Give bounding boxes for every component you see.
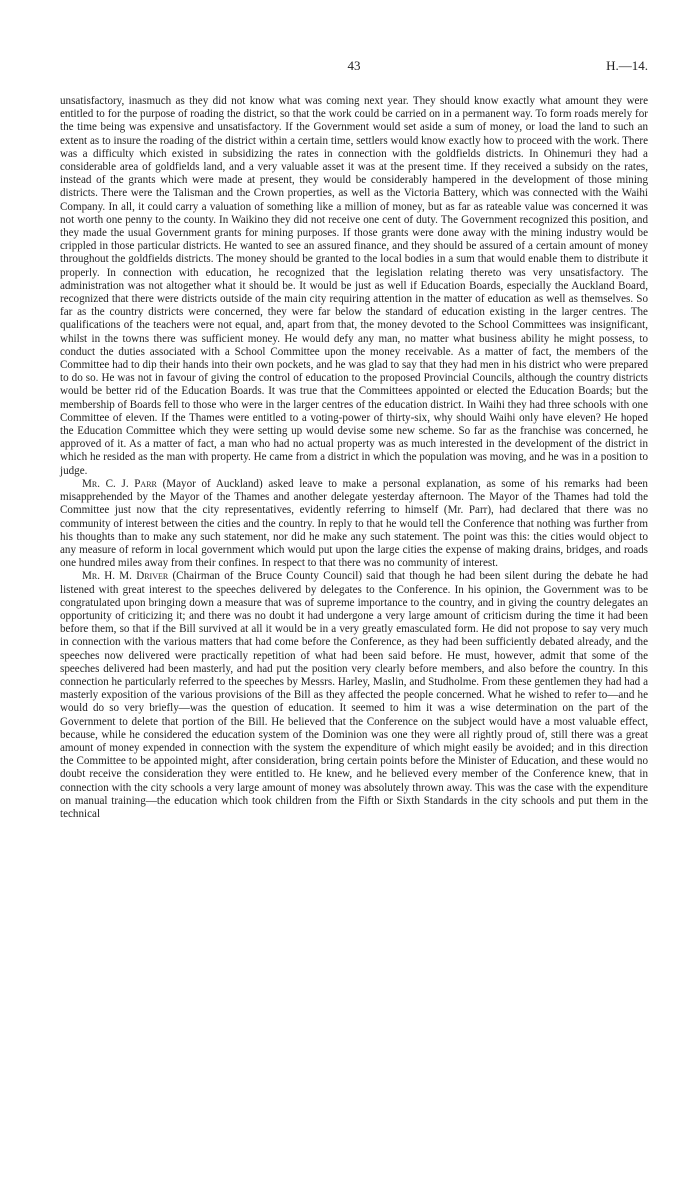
paragraph-text: (Mayor of Auckland) asked leave to make a personal explanation, as some of his remarks had been misapprehended by the Mayor of the Thames and another delegate yesterday afternoon. The Mayor of the Thames had told the Committee just now that the city representatives, evidently referring to himself (Mr. Parr), had declared that there was no community of interest between the cities and the country. In reply to that he would tell the Conference that nothing was further from his thoughts than to make any such statement, nor did he make any such statement. The point was this: the cities would object to any measure of reform in local government which would put upon the large cities the expense of making drains, bridges, and roads one hundred miles away from their confines. In respect to that there was no community of interest. <box>60 477 648 570</box>
paragraph <box>60 478 648 570</box>
speaker-name: Mr. C. J. Parr <box>82 477 157 490</box>
paragraph-text: unsatisfactory, inasmuch as they did not know what was coming next year. They should know exactly what amount they were entitled to for the purpose of roading the district, so that the work could be carried on in a permanent way. To form roads merely for the time being was expensive and unsatisfactory. If the Government would set aside a sum of money, or load the land to such an extent as to insure the roading of the district within a certain time, settlers would know exactly how to proceed with the work. There was a difficulty which existed in subsidizing the rates in connection with the goldfields districts. In Ohinemuri they had a considerable area of goldfields land, and a very valuable asset it was at the present time. If they received a subsidy on the rates, instead of the grants which were made at present, they would be considerably hampered in the development of those mining districts. There were the Talisman and the Crown properties, as well as the Victoria Battery, which was connected with the Waihi Company. In all, it could carry a valuation of something like a million of money, but as far as rateable value was concerned it was not worth one penny to the county. In Waikino they did not receive one cent of duty. The Government recognized this position, and they made the usual Government grants for mining purposes. If those grants were done away with the mining industry would be crippled in those particular districts. He wanted to see an assured finance, and they should be assured of a certain amount of money throughout the goldfields districts. The money should be granted to the local bodies in a sum that would enable them to distribute it properly. In connection with education, he recognized that the legislation relating thereto was very unsatisfactory. The administration was not altogether what it should be. It would be just as well if Education Boards, especially the Auckland Board, recognized that there were districts outside of the main city requiring attention in the matter of education as well as themselves. So far as the country districts were concerned, they were far below the standard of education existing in the larger centres. The qualifications of the teachers were not equal, and, apart from that, the money devoted to the School Committees was insignificant, whilst in the towns there was sufficient money. He would defy any man, no matter what business ability he might possess, to conduct the duties associated with a School Committee upon the money receivable. As a matter of fact, the members of the Committee had to dip their hands into their own pockets, and he was glad to say that they had men in his district who were prepared to do so. He was not in favour of giving the control of education to the proposed Provincial Councils, although the country districts would be better rid of the Education Boards. It was true that the Committees appointed or elected the Education Boards; but the membership of Boards fell to those who were in the larger centres of the education district. In Waihi they had three schools with one Committee of eleven. If the Thames were entitled to a voting-power of thirty-six, why should Waihi only have eleven? He hoped the Education Committee which they were setting up would devise some new scheme. So far as the franchise was concerned, he approved of it. As a matter of fact, a man who had no actual property was as much interested in the development of the district in which he resided as the man with property. He came from a district in which the population was moving, and he was in a position to judge. <box>60 95 648 477</box>
paragraph <box>60 95 648 478</box>
paragraph <box>60 570 648 821</box>
paragraph-text: (Chairman of the Bruce County Council) said that though he had been silent during the debate he had listened with great interest to the speeches delivered by delegates to the Conference. In his opinion, the Government was to be congratulated upon bringing down a measure that was of supreme importance to the country, and in giving the country delegates an opportunity of criticizing it; and there was no doubt it had undergone a very large amount of criticism during the time it had been before them, so that if the Bill survived at all it would be in a very greatly emasculated form. He did not propose to say very much in connection with the various matters that had come before the Conference, as they had been sufficiently debated already, and the speeches now delivered were practically repetition of what had been said before. He must, however, admit that some of the speeches delivered had been masterly, and had put the position very clearly before members, and also before the country. In this connection he particularly referred to the speeches by Messrs. Harley, Maslin, and Studholme. From these gentlemen they had had a masterly exposition of the various provisions of the Bill as they affected the people concerned. What he wished to refer to—and he would do so very briefly—was the question of education. It seemed to him it was a wise determination on the part of the Government to delete that portion of the Bill. He believed that the Conference on the subject would have a most valuable effect, because, while he considered the education system of the Dominion was one they were all rightly proud of, still there was a great amount of money expended in connection with the system the expenditure of which might easily be avoided; and in this direction the Committee to be appointed might, after consideration, bring certain points before the Minister of Education, and these would no doubt receive the consideration they were entitled to. He knew, and he believed every member of the Conference knew, that in connection with the city schools a very large amount of money was absolutely thrown away. This was the case with the expenditure on manual training—the education which took children from the Fifth or Sixth Standards in the city schools and put them in the technical <box>60 570 648 820</box>
page-header <box>60 58 648 76</box>
body-text <box>60 95 648 821</box>
page-number: 43 <box>347 58 361 73</box>
document-reference: H.—14. <box>606 58 648 73</box>
speaker-name: Mr. H. M. Driver <box>82 570 169 583</box>
